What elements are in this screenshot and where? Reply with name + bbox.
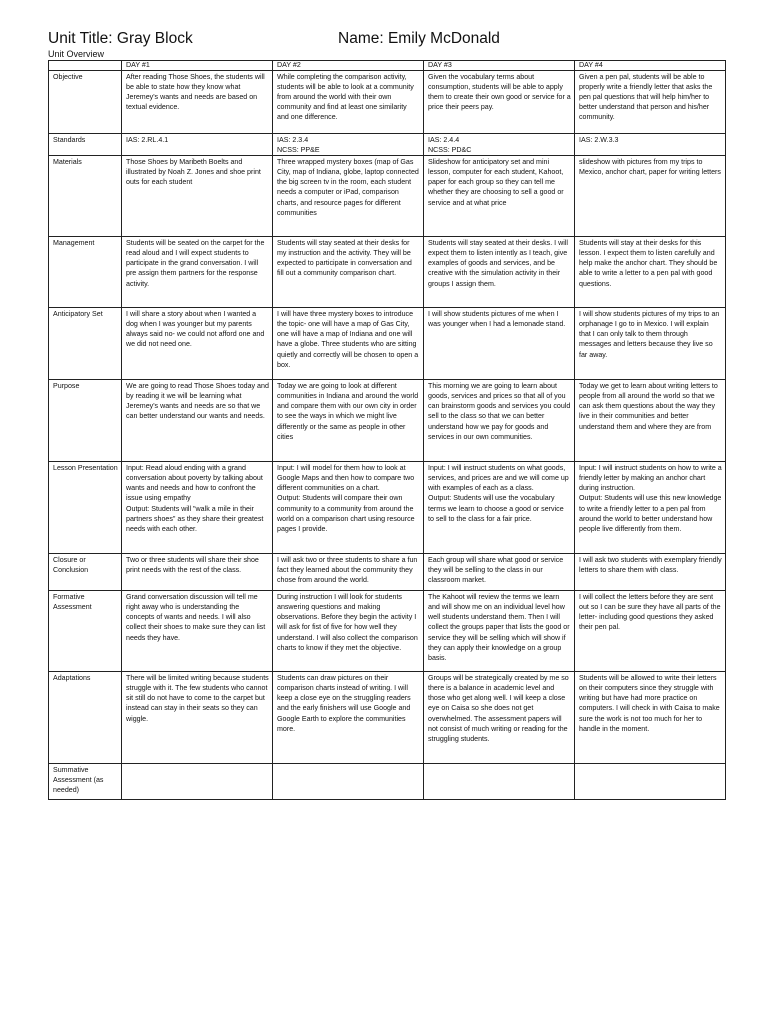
table-cell-day3: Students will stay seated at their desks. I will expect them to listen intently as I teach, give examples of goods and services, and be creative with the simulation activity in their groups I assign them. [424,237,575,308]
table-cell-day3: The Kahoot will review the terms we learn and will show me on an individual level how well students understand them. Then I will collect the groups paper that lists the good or service they will be selling which will show if they can apply their knowledge on a group basis. [424,591,575,672]
table-row [49,71,726,134]
row-label: Formative Assessment [49,591,122,672]
header-row [49,61,726,71]
row-label: Lesson Presentation [49,462,122,554]
table-row [49,380,726,462]
table-cell-day3: Slideshow for anticipatory set and mini lesson, computer for each student, Kahoot, paper for each group so they can tell me whether they are choosing to sell a good or service and at what price [424,156,575,237]
title-row [48,30,728,52]
table-cell-day1: After reading Those Shoes, the students will be able to state how they know what Jeremey's wants and needs are based on textual evidence. [122,71,273,134]
table-cell-day1 [122,764,273,800]
row-label: Purpose [49,380,122,462]
table-cell-day1: Those Shoes by Maribeth Boelts and illustrated by Noah Z. Jones and shoe print outs for each student [122,156,273,237]
table-row [49,237,726,308]
table-cell-day1: Grand conversation discussion will tell me right away who is understanding the concepts of wants and needs. I will also collect their shoes to make sure they can list needs they have. [122,591,273,672]
table-cell-day4: I will collect the letters before they are sent out so I can be sure they have all parts of the letter- including good questions they asked their pen pal. [575,591,726,672]
table-cell-day3: I will show students pictures of me when I was younger when I had a lemonade stand. [424,308,575,380]
table-cell-day1: Students will be seated on the carpet for the read aloud and I will expect students to participate in the grand conversation. I will pre assign them partners for the response activity. [122,237,273,308]
row-label: Materials [49,156,122,237]
row-label: Adaptations [49,672,122,764]
table-cell-day3: IAS: 2.4.4 NCSS: PD&C [424,134,575,156]
table-cell-day1: Two or three students will share their shoe print needs with the rest of the class. [122,554,273,591]
table-cell-day3: Each group will share what good or service they will be selling to the class in our classroom market. [424,554,575,591]
table-cell-day2: I will have three mystery boxes to introduce the topic- one will have a map of Gas City, one will have a map of Indiana and one will have a globe. Three students who are sitting quietly and correctly will be chosen to open a box. [273,308,424,380]
table-cell-day2: Input: I will model for them how to look at Google Maps and then how to compare two different communities on a chart. Output: Students will compare their own community to a community from around the world on a comparison chart using resource pages I provide. [273,462,424,554]
table-cell-day4: I will show students pictures of my trips to an orphanage I go to in Mexico. I will explain that I can only talk to them through messages and letters because they live so far away. [575,308,726,380]
table-row [49,764,726,800]
table-row [49,672,726,764]
table-cell-day2: IAS: 2.3.4 NCSS: PP&E [273,134,424,156]
header-cell-day1: DAY #1 [122,61,273,71]
table-cell-day4: Students will be allowed to write their letters on their computers since they struggle with writing but have had more practice on computers. I will check in with Caisa to make sure the work is not too much for her to handle in the moment. [575,672,726,764]
table-cell-day1: Input: Read aloud ending with a grand conversation about poverty by talking about wants and needs and how to confront the issue using empathy Output: Students will "walk a mile in their partners shoes" as they share their greatest needs with each other. [122,462,273,554]
table-row [49,591,726,672]
row-label: Closure or Conclusion [49,554,122,591]
table-cell-day3: Given the vocabulary terms about consumption, students will be able to apply them to create their own good or service for a price their peers pay. [424,71,575,134]
table-cell-day4: slideshow with pictures from my trips to Mexico, anchor chart, paper for writing letters [575,156,726,237]
table-cell-day2 [273,764,424,800]
table-row [49,134,726,156]
table-cell-day4: Input: I will instruct students on how to write a friendly letter by making an anchor chart during instruction. Output: Students will use this new knowledge to write a friendly letter to a pen pal from around the world to better understand how people live differently from them. [575,462,726,554]
row-label: Management [49,237,122,308]
table-cell-day1: IAS: 2.RL.4.1 [122,134,273,156]
table-row [49,554,726,591]
table-cell-day3 [424,764,575,800]
table-cell-day2: While completing the comparison activity, students will be able to look at a community from around the world with their own community and find at least one similarity and one difference. [273,71,424,134]
table-cell-day2: I will ask two or three students to share a fun fact they learned about the community they chose from around the world. [273,554,424,591]
header-cell-blank [49,61,122,71]
table-cell-day4: Given a pen pal, students will be able to properly write a friendly letter that asks the pen pal questions that will help him/her to better understand that person and his/her community. [575,71,726,134]
table-cell-day1: We are going to read Those Shoes today and by reading it we will be learning what Jeremey's wants and needs are so that we can better understand our wants and needs. [122,380,273,462]
row-label: Anticipatory Set [49,308,122,380]
table-cell-day2: Students will stay seated at their desks for my instruction and the activity. They will be expected to participate in conversation and fill out a community comparison chart. [273,237,424,308]
table-cell-day4: Students will stay at their desks for this lesson. I expect them to listen carefully and help make the anchor chart. They should be able to write a letter to a pen pal with good questions. [575,237,726,308]
table-row [49,156,726,237]
unit-title: Unit Title: Gray Block [48,30,193,47]
author-name: Name: Emily McDonald [338,30,500,47]
table-cell-day4 [575,764,726,800]
table-cell-day1: There will be limited writing because students struggle with it. The few students who cannot sit still do not have to come to the carpet but instead can stay in their seats so they can wiggle. [122,672,273,764]
table-cell-day3: This morning we are going to learn about goods, services and prices so that all of you can brainstorm goods and services you could sell to the class so that we can better understand how we pay for goods and services in our own communities. [424,380,575,462]
header-cell-day2: DAY #2 [273,61,424,71]
row-label: Summative Assessment (as needed) [49,764,122,800]
table-row [49,462,726,554]
table-cell-day3: Groups will be strategically created by me so there is a balance in academic level and those who get along well. I will keep a close eye on Caisa so she does not get overwhelmed. The assessment papers will not consist of much writing or reading for the struggling students. [424,672,575,764]
lesson-plan-table [48,60,726,800]
table-cell-day3: Input: I will instruct students on what goods, services, and prices are and we will come up with examples of each as a class. Output: Students will use the vocabulary terms we learn to choose a good or service to sell to the class for a fair price. [424,462,575,554]
table-cell-day4: Today we get to learn about writing letters to people from all around the world so that we can ask them questions about the way they live in their communities and better understand them and where they are from [575,380,726,462]
table-cell-day2: Students can draw pictures on their comparison charts instead of writing. I will keep a close eye on the struggling readers and the early finishers will use Google and Google Earth to explore the communities more. [273,672,424,764]
table-cell-day1: I will share a story about when I wanted a dog when I was younger but my parents always said no- we could not afford one and we did not need one. [122,308,273,380]
table-cell-day2: During instruction I will look for students answering questions and making observations. Before they begin the activity I will ask for fist of five for how well they understand. I will also collect the comparison charts to know if they met the objective. [273,591,424,672]
table-row [49,308,726,380]
table-cell-day2: Today we are going to look at different communities in Indiana and around the world and compare them with our own city in order to see the ways in which we might live differently or the same as people in other cities [273,380,424,462]
unit-overview-label: Unit Overview [48,49,105,59]
table-cell-day2: Three wrapped mystery boxes (map of Gas City, map of Indiana, globe, laptop connected the big screen tv in the room, each student needs a computer or iPad, comparison charts, and resource pages for different communities [273,156,424,237]
row-label: Standards [49,134,122,156]
header-cell-day3: DAY #3 [424,61,575,71]
header-cell-day4: DAY #4 [575,61,726,71]
table-cell-day4: I will ask two students with exemplary friendly letters to share them with class. [575,554,726,591]
row-label: Objective [49,71,122,134]
table-cell-day4: IAS: 2.W.3.3 [575,134,726,156]
